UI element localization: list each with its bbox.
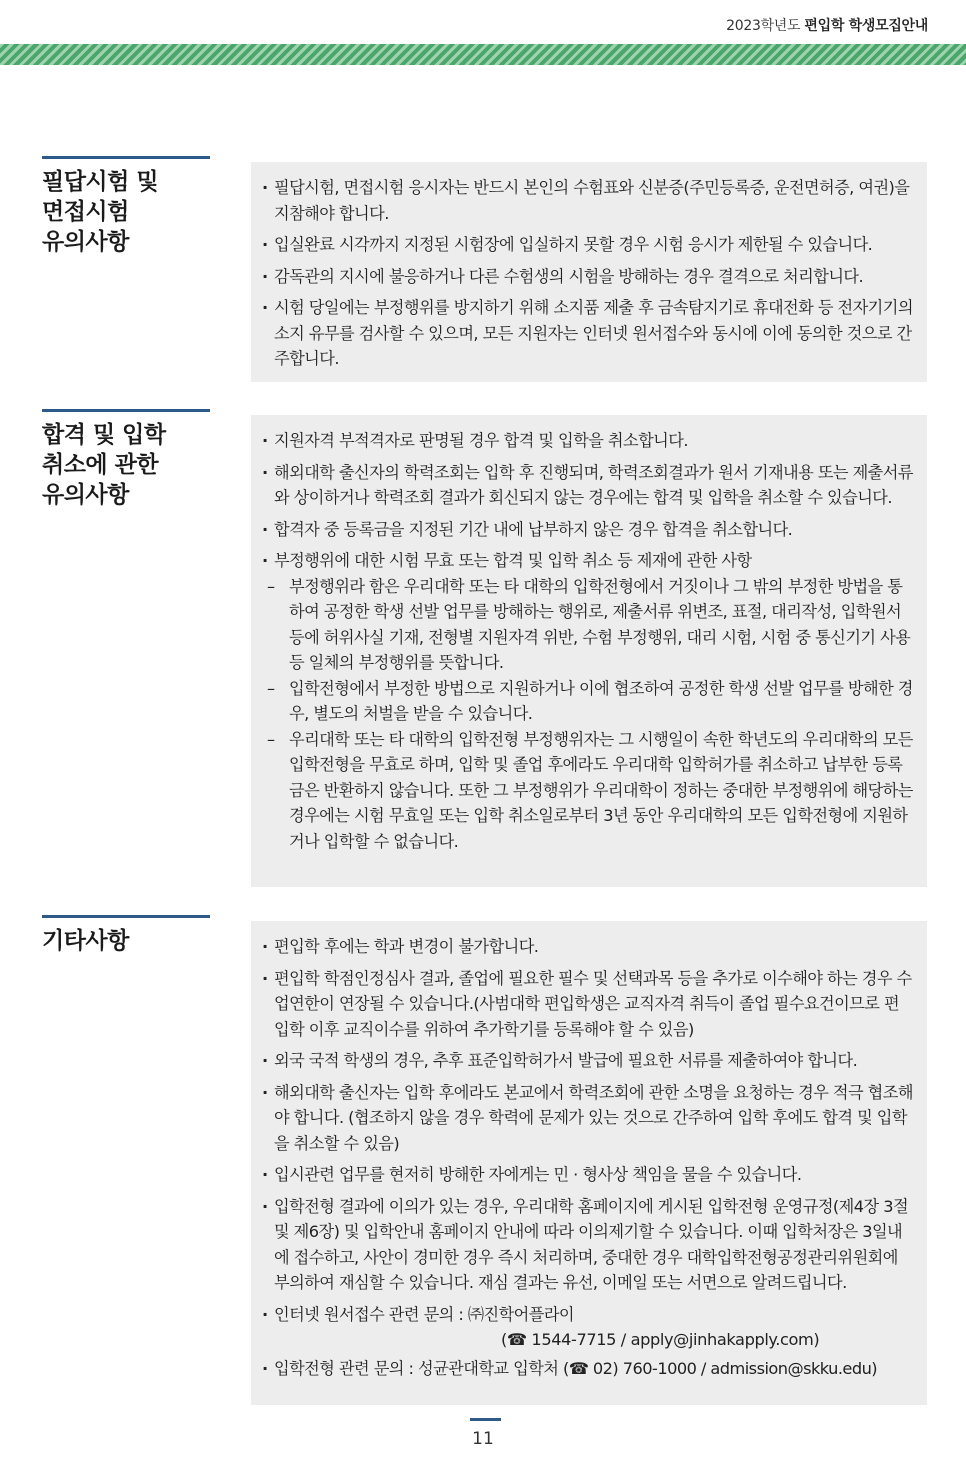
- section-head-exam: [42, 156, 210, 257]
- header-title: [726, 15, 928, 35]
- list-item: · 해외대학 출신자는 입학 후에라도 본교에서 학력조회에 관한 소명을 요청하는 경우 적극 협조해야 합니다. (협조하지 않을 경우 학력에 문제가 있는 것으로 간주하여 입학 후에도 합격 및 입학을 취소할 수 있음): [259, 1080, 913, 1157]
- sub-item: – 입학전형에서 부정한 방법으로 지원하거나 이에 협조하여 공정한 학생 선발 업무를 방해한 경우, 별도의 처벌을 받을 수 있습니다.: [259, 676, 913, 727]
- list-item: · 필답시험, 면접시험 응시자는 반드시 본인의 수험표와 신분증(주민등록증, 운전면허증, 여권)을 지참해야 합니다.: [259, 175, 913, 226]
- list-item: · 인터넷 원서접수 관련 문의 : ㈜진학어플라이: [259, 1302, 913, 1328]
- list-item: · 부정행위에 대한 시험 무효 또는 합격 및 입학 취소 등 제재에 관한 사항: [259, 548, 913, 574]
- sub-item: – 우리대학 또는 타 대학의 입학전형 부정행위자는 그 시행일이 속한 학년도의 우리대학의 모든 입학전형을 무효로 하며, 입학 및 졸업 후에라도 우리대학 입학허가를 취소하고 납부한 등록금은 반환하지 않습니다. 또한 그 부정행위가 우리대학이 정하는 중대한 부정행위에 해당하는 경우에는 시험 무효일 또는 입학 취소일로부터 3년 동안 우리대학의 모든 입학전형에 지원하거나 입학할 수 없습니다.: [259, 727, 913, 855]
- header-year: 2023학년도: [726, 18, 801, 34]
- list-item: · 감독관의 지시에 불응하거나 다른 수험생의 시험을 방해하는 경우 결격으로 처리합니다.: [259, 264, 913, 290]
- header-stripe: [0, 44, 966, 65]
- section-title: 합격 및 입학 취소에 관한 유의사항: [42, 422, 166, 508]
- contact-phone-email: (☎ 1544-7715 / apply@jinhakapply.com): [501, 1330, 820, 1349]
- list-item: · 지원자격 부적격자로 판명될 경우 합격 및 입학을 취소합니다.: [259, 428, 913, 454]
- page-number-marker: [470, 1418, 501, 1421]
- list-item: · 입학전형 결과에 이의가 있는 경우, 우리대학 홈페이지에 게시된 입학전형 운영규정(제4장 3절 및 제6장) 및 입학안내 홈페이지 안내에 따라 이의제기할 수 있습니다. 이때 입학처장은 3일내에 접수하고, 사안이 경미한 경우 즉시 처리하며, 중대한 경우 대학입학전형공정관리위원회에 부의하여 재심할 수 있습니다. 재심 결과는 유선, 이메일 또는 서면으로 알려드립니다.: [259, 1194, 913, 1296]
- section-box-cancel: [251, 415, 927, 887]
- page-number: 11: [472, 1429, 494, 1449]
- list-item: · 입학전형 관련 문의 : 성균관대학교 입학처 (☎ 02) 760-1000 / admission@skku.edu): [259, 1356, 913, 1382]
- section-title: 기타사항: [42, 928, 129, 954]
- list-item: · 편입학 후에는 학과 변경이 불가합니다.: [259, 934, 913, 960]
- list-item: · 시험 당일에는 부정행위를 방지하기 위해 소지품 제출 후 금속탐지기로 휴대전화 등 전자기기의 소지 유무를 검사할 수 있으며, 모든 지원자는 인터넷 원서접수와 동시에 이에 동의한 것으로 간주합니다.: [259, 295, 913, 372]
- header-doc-title: 편입학 학생모집안내: [804, 18, 928, 34]
- sub-item: – 부정행위라 함은 우리대학 또는 타 대학의 입학전형에서 거짓이나 그 밖의 부정한 방법을 통하여 공정한 학생 선발 업무를 방해하는 행위로, 제출서류 위변조, 표절, 대리작성, 입학원서 등에 허위사실 기재, 전형별 지원자격 위반, 수험 부정행위, 대리 시험, 시험 중 통신기기 사용 등 일체의 부정행위를 뜻합니다.: [259, 574, 913, 676]
- list-item: · 입시관련 업무를 현저히 방해한 자에게는 민 · 형사상 책임을 물을 수 있습니다.: [259, 1162, 913, 1188]
- list-item: · 해외대학 출신자의 학력조회는 입학 후 진행되며, 학력조회결과가 원서 기재내용 또는 제출서류와 상이하거나 학력조회 결과가 회신되지 않는 경우에는 합격 및 입학을 취소할 수 있습니다.: [259, 460, 913, 511]
- list-item: · 외국 국적 학생의 경우, 추후 표준입학허가서 발급에 필요한 서류를 제출하여야 합니다.: [259, 1048, 913, 1074]
- list-item: · 입실완료 시각까지 지정된 시험장에 입실하지 못할 경우 시험 응시가 제한될 수 있습니다.: [259, 232, 913, 258]
- section-box-etc: [251, 921, 927, 1405]
- section-head-cancel: [42, 409, 210, 510]
- list-item: · 합격자 중 등록금을 지정된 기간 내에 납부하지 않은 경우 합격을 취소합니다.: [259, 517, 913, 543]
- section-head-etc: [42, 915, 210, 956]
- list-item: · 편입학 학점인정심사 결과, 졸업에 필요한 필수 및 선택과목 등을 추가로 이수해야 하는 경우 수업연한이 연장될 수 있습니다.(사범대학 편입학생은 교직자격 취득이 졸업 필수요건이므로 편입학 이후 교직이수를 위하여 추가학기를 등록해야 할 수 있음): [259, 966, 913, 1043]
- section-title: 필답시험 및 면접시험 유의사항: [42, 169, 159, 255]
- section-box-exam: [251, 162, 927, 382]
